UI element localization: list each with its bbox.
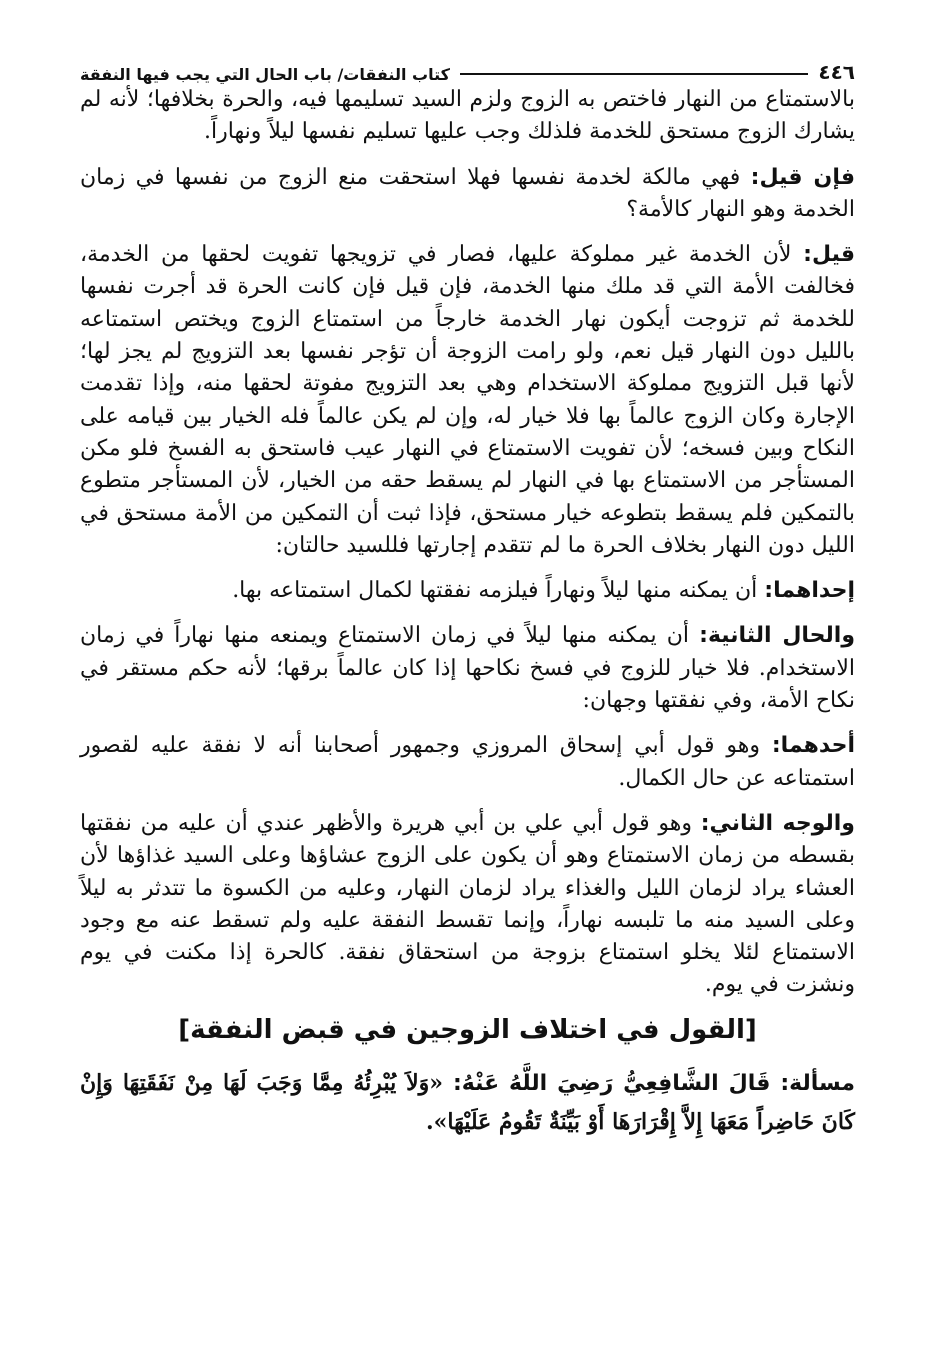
paragraph-lead: إحداهما: <box>764 578 855 604</box>
masala-lead: مسألة: <box>780 1070 855 1096</box>
paragraph-text: بالاستمتاع من النهار فاختص به الزوج ولزم السيد تسليمها فيه، والحرة بخلافها؛ لأنه لم يشارك الزوج مستحق للخدمة فلذلك وجب عليها تسليم نفسها ليلاً ونهاراً. <box>80 87 855 145</box>
paragraph-answer <box>80 239 855 562</box>
section-heading: [القول في اختلاف الزوجين في قبض النفقة] <box>178 1014 757 1045</box>
paragraph-lead: أحدهما: <box>771 733 855 759</box>
paragraph-text: أن يمكنه منها ليلاً ونهاراً فيلزمه نفقتها لكمال استمتاعه بها. <box>232 578 765 604</box>
page-number: ٤٤٦ <box>818 60 855 84</box>
paragraph-lead: والحال الثانية: <box>699 623 856 649</box>
paragraph-lead: فإن قيل: <box>750 164 855 190</box>
paragraph-text: لأن الخدمة غير مملوكة عليها، فصار في تزويجها تفويت لحقها من الخدمة، فخالفت الأمة التي قد ملك منها الخدمة، فإن قيل فإن كانت الحرة قد أجرت نفسها للخدمة ثم تزوجت أيكون نهار الخدمة خارجاً من استمتاع الزوج ويختص استمتاعه بالليل دون النهار قيل نعم، ولو رامت الزوجة أن تؤجر نفسها بعد التزويج لم يجز لها؛ لأنها قبل التزويج مملوكة الاستخدام وهي بعد التزويج مفوتة لحقها منه، وإذا تقدمت الإجارة وكان الزوج عالماً بها فلا خيار له، وإن لم يكن عالماً فله الخيار بين قيامه على النكاح وبين فسخه؛ لأن تفويت الاستمتاع في النهار عيب فاستحق به الفسخ فلو مكن المستأجر من الاستمتاع بها في النهار لم يسقط حقه من الخيار، لأن المستأجر متطوع بالتمكين فلم يسقط بتطوعه خيار مستحق، فإذا ثبت أن التمكين من الأمة مستحق في الليل دون النهار بخلاف الحرة ما لم تتقدم إجارتها فللسيد حالتان: <box>80 242 855 558</box>
running-title: كتاب النفقات/ باب الحال التي يجب فيها النفقة <box>80 65 450 84</box>
paragraph-lead: والوجه الثاني: <box>700 810 855 836</box>
paragraph-continuation <box>80 84 855 149</box>
paragraph-lead: قيل: <box>803 242 855 268</box>
running-header <box>80 50 855 84</box>
paragraph-text: فهي مالكة لخدمة نفسها فهلا استحقت منع الزوج من نفسها في زمان الخدمة وهو النهار كالأمة؟ <box>80 164 855 222</box>
paragraph-text: وهو قول أبي علي بن أبي هريرة والأظهر عندي أن عليه من نفقتها بقسطه من زمان الاستمتاع وهو أن يكون على الزوج عشاؤها وعلى السيد غذاؤها لأن العشاء يراد لزمان الليل والغذاء يراد لزمان النهار، وعليه من الكسوة ما تتدثر به ليلاً وعلى السيد منه ما تلبسه نهاراً، وإنما تقسط النفقة عليه ولم تسقط عنه مع وجود الاستمتاع لئلا يخلو استمتاع بزوجة من استحقاق نفقة. كالحرة إذا مكنت في يوم ونشزت في يوم. <box>80 810 855 998</box>
masala-paragraph <box>80 1064 855 1142</box>
book-page <box>80 50 855 1142</box>
masala-quote: «وَلاَ يُبْرِئُهُ مِمَّا وَجَبَ لَهَا مِنْ نَفَقَتِهَا وَإِنْ كَانَ حَاضِراً مَعَهَا إِلاَّ إِقْرَارَهَا أَوْ بَيِّنَةٌ تَقُومُ عَلَيْهَا». <box>80 1069 855 1135</box>
paragraph-second-case <box>80 620 855 717</box>
paragraph-second-view <box>80 808 855 1002</box>
paragraph-first-case <box>80 575 855 607</box>
paragraph-text: أن يمكنه منها ليلاً في زمان الاستمتاع ويمنعه منها نهاراً في زمان الاستخدام. فلا خيار للزوج في فسخ نكاحها إذا كان عالماً برقها؛ لأنه حكم مستقر في نكاح الأمة، وفي نفقتها وجهان: <box>80 623 855 714</box>
paragraph-text: وهو قول أبي إسحاق المروزي وجمهور أصحابنا أنه لا نفقة عليه لقصور استمتاعه عن حال الكمال. <box>80 733 855 791</box>
masala-attribution: قَالَ الشَّافِعِيُّ رَضِيَ اللَّهُ عَنْهُ: <box>443 1070 781 1096</box>
paragraph-objection <box>80 162 855 227</box>
paragraph-first-view <box>80 730 855 795</box>
header-rule <box>460 73 808 75</box>
